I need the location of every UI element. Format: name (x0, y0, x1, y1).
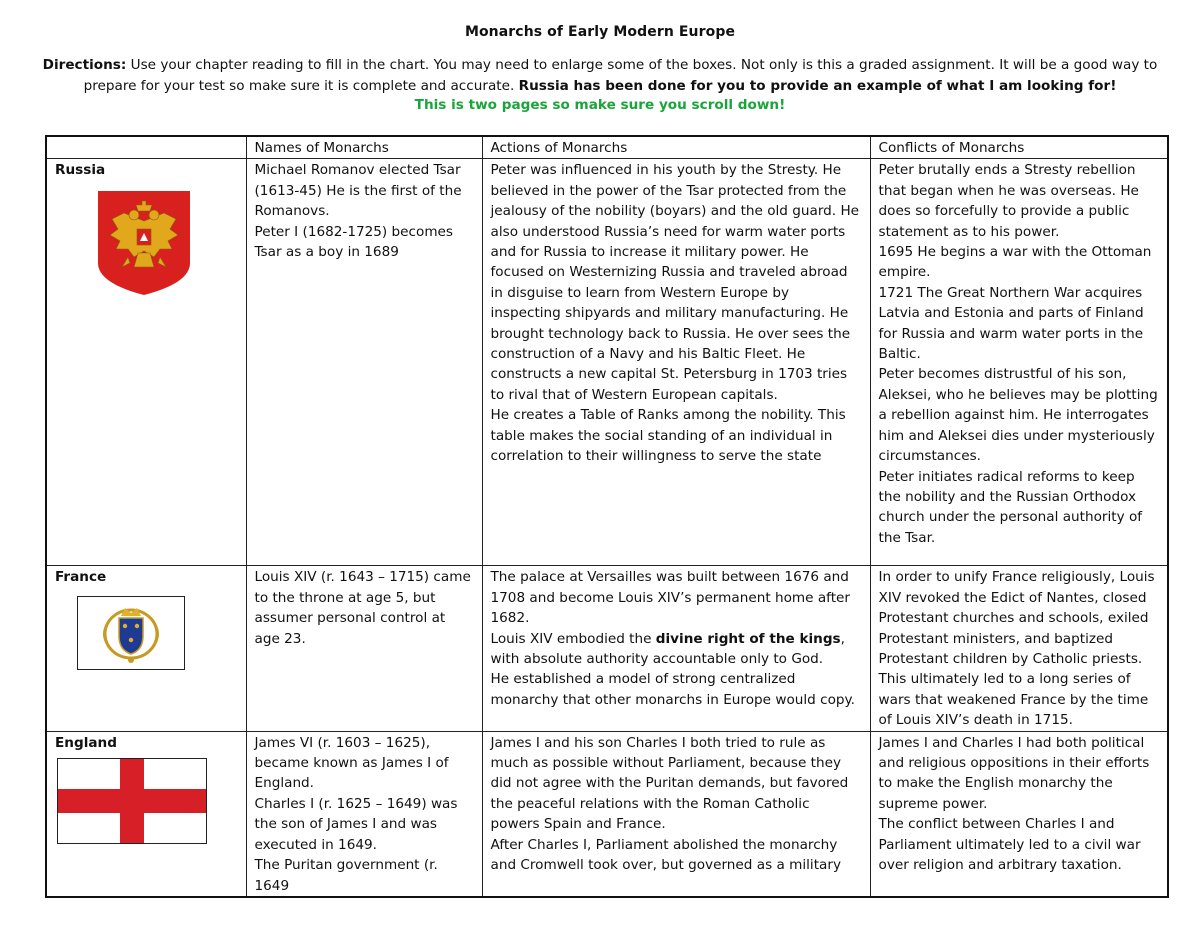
names-cell-russia (246, 159, 482, 566)
header-actions: Actions of Monarchs (482, 136, 870, 159)
conflicts-text: 1721 The Great Northern War acquires Latvia and Estonia and parts of Finland for Russia and warm water ports in the Baltic. (878, 284, 1144, 363)
conflicts-text: In order to unify France religiously, Louis XIV revoked the Edict of Nantes, closed Protestant churches and schools, exiled Protestant ministers, and baptized Protestant children by Catholic priests. This ultimately led to a long series of wars that weakened France by the time of Louis XIV’s death in 1715. (878, 569, 1155, 729)
french-royal-arms-flag-icon (77, 596, 185, 670)
country-name-russia: Russia (55, 162, 106, 179)
names-text: James VI (r. 1603 – 1625), became known as James I of England. (254, 734, 449, 792)
table-row-france (46, 566, 1168, 731)
actions-cell-russia (482, 159, 870, 566)
actions-text: He creates a Table of Ranks among the nobility. This table makes the social standing of an individual in correlation to their willingness to serve the state (490, 407, 846, 465)
country-cell-england (46, 731, 246, 897)
actions-text: After Charles I, Parliament abolished the monarchy and Cromwell took over, but governed as a military (490, 836, 841, 874)
table-row-russia (46, 159, 1168, 566)
actions-text (491, 629, 863, 670)
actions-text-part: Louis XIV embodied the (490, 630, 656, 647)
conflicts-cell-england (870, 731, 1168, 897)
divine-right-emphasis: divine right of the kings (655, 630, 841, 647)
page-title: Monarchs of Early Modern Europe (464, 24, 736, 40)
conflicts-text: James I and Charles I had both political and religious oppositions in their efforts to make the English monarchy the supreme power. (878, 734, 1150, 812)
actions-text: He established a model of strong centralized monarchy that other monarchs in Europe would copy. (490, 671, 855, 708)
header-conflicts: Conflicts of Monarchs (870, 136, 1168, 159)
conflicts-text: The conflict between Charles I and Parliament ultimately led to a civil war over religion and arbitrary taxation. (878, 816, 1141, 874)
table-header-row (46, 136, 1168, 159)
names-text: Charles I (r. 1625 – 1649) was the son of James I and was executed in 1649. (254, 795, 458, 853)
country-name-england: England (55, 734, 117, 751)
header-names: Names of Monarchs (246, 136, 482, 159)
conflicts-cell-russia (870, 159, 1168, 566)
actions-text: The palace at Versailles was built between 1676 and 1708 and become Louis XIV’s permanent home after 1682. (490, 569, 850, 627)
conflicts-text: 1695 He begins a war with the Ottoman empire. (878, 244, 1152, 281)
directions-text: Use your chapter reading to fill in the chart. You may need to enlarge some of the boxes. Not only is this a graded assignment. It will be a good way to prepare for your test so make sure it is complete and accurate. (83, 57, 1158, 94)
country-name-france: France (55, 569, 107, 586)
st-george-cross-flag-icon (57, 758, 207, 844)
actions-cell-england (482, 731, 870, 897)
monarchs-table (45, 135, 1169, 898)
names-text: Louis XIV (r. 1643 – 1715) came to the throne at age 5, but assumer personal control at age 23. (254, 569, 471, 647)
russian-coat-of-arms-icon (98, 191, 190, 295)
names-text: Peter I (1682-1725) becomes Tsar as a boy in 1689 (254, 223, 454, 261)
actions-text: James I and his son Charles I both tried to rule as much as possible without Parliament, because they did not agree with the Puritan demands, but favored the peaceful relations with the Roman Catholic powers Spain and France. (490, 734, 849, 833)
conflicts-text: Peter initiates radical reforms to keep the nobility and the Russian Orthodox church under the personal authority of the Tsar. (878, 468, 1143, 546)
country-cell-russia (46, 159, 246, 566)
table-row-england (46, 731, 1168, 897)
conflicts-text: Peter brutally ends a Stresty rebellion that began when he was overseas. He does so forcefully to provide a public statement as to his power. (878, 162, 1139, 240)
conflicts-cell-france (870, 566, 1168, 731)
conflicts-text: Peter becomes distrustful of his son, Aleksei, who he believes may be plotting a rebellion against him. He interrogates him and Aleksei dies under mysteriously circumstances. (878, 366, 1158, 465)
directions-paragraph (40, 55, 1160, 96)
scroll-note: This is two pages so make sure you scroll down! (414, 97, 786, 113)
names-text: Michael Romanov elected Tsar (1613-45) He is the first of the Romanovs. (254, 162, 462, 220)
country-cell-france (46, 566, 246, 731)
actions-text-part: , with absolute authority accountable only to God. (490, 630, 845, 668)
names-cell-england (246, 731, 482, 897)
header-country (46, 136, 246, 159)
directions-label: Directions: (42, 57, 127, 73)
names-text: The Puritan government (r. 1649 (254, 857, 438, 894)
actions-text: Peter was influenced in his youth by the Stresty. He believed in the power of the Tsar protected from the jealousy of the nobility (boyars) and the old guard. He also understood Russia’s need for warm water ports and for Russia to increase it military power. He focused on Westernizing Russia and traveled abroad in disguise to learn from Western Europe by inspecting shipyards and military manufacturing. He brought technology back to Russia. He over sees the construction of a Navy and his Baltic Fleet. He constructs a new capital St. Petersburg in 1703 tries to rival that of Western European capitals. (490, 162, 860, 403)
actions-cell-france (482, 566, 870, 731)
names-cell-france (246, 566, 482, 731)
directions-bold-text: Russia has been done for you to provide an example of what I am looking for! (518, 77, 1117, 94)
